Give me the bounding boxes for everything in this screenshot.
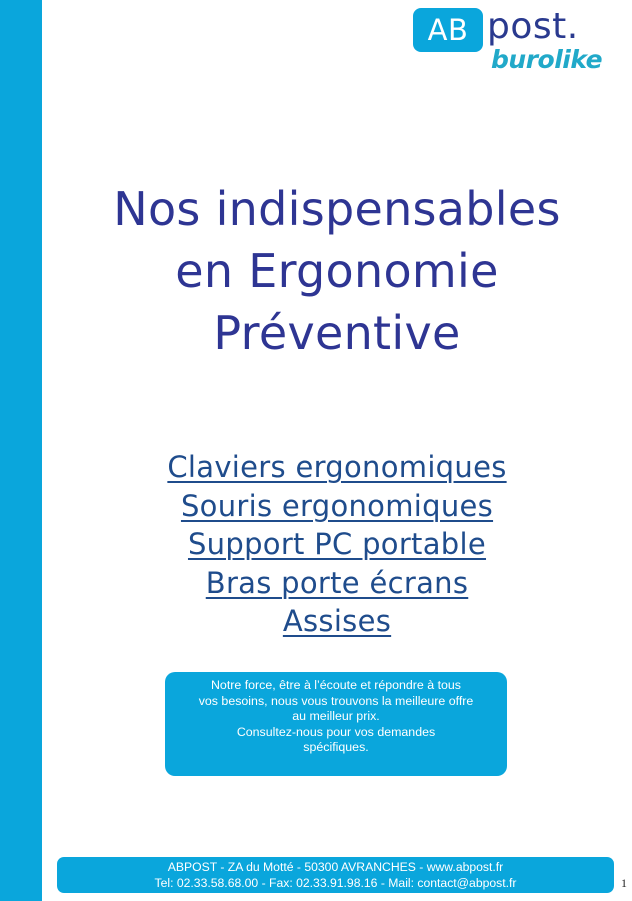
abpost-burolike-logo — [413, 4, 613, 82]
info-line-4: Consultez-nous pour vos demandes — [236, 724, 436, 739]
title-line-1: Nos indispensables — [113, 182, 561, 236]
info-line-2: vos besoins, nous vous trouvons la meilleure offre — [198, 693, 474, 708]
info-line-3: au meilleur prix. — [292, 709, 380, 723]
info-line-1: Notre force, être à l’écoute et répondre à tous — [210, 678, 462, 692]
footer-address: ABPOST - ZA du Motté - 50300 AVRANCHES - www.abpost.fr — [167, 860, 504, 874]
title-line-3: Préventive — [213, 306, 461, 360]
left-accent-bar — [0, 0, 42, 901]
document-title — [42, 178, 632, 364]
info-line-5: spécifiques. — [303, 740, 369, 754]
footer-contact-bar — [57, 857, 614, 893]
link-assises[interactable]: Assises — [282, 604, 392, 638]
link-claviers-ergonomiques[interactable]: Claviers ergonomiques — [167, 450, 507, 484]
page-number: 1 — [621, 876, 627, 890]
footer-contact: Tel: 02.33.58.68.00 - Fax: 02.33.91.98.16 - Mail: contact@abpost.fr — [154, 876, 517, 890]
logo-burolike-text: burolike — [491, 45, 603, 74]
category-links — [42, 448, 632, 641]
link-bras-porte-ecrans[interactable]: Bras porte écrans — [205, 565, 469, 600]
logo-ab-box: AB — [413, 8, 483, 52]
info-box — [165, 672, 507, 776]
link-support-pc-portable[interactable]: Support PC portable — [187, 527, 487, 561]
logo-post-text: post. — [487, 6, 579, 47]
link-souris-ergonomiques[interactable]: Souris ergonomiques — [180, 488, 494, 523]
title-line-2: en Ergonomie — [175, 244, 499, 298]
